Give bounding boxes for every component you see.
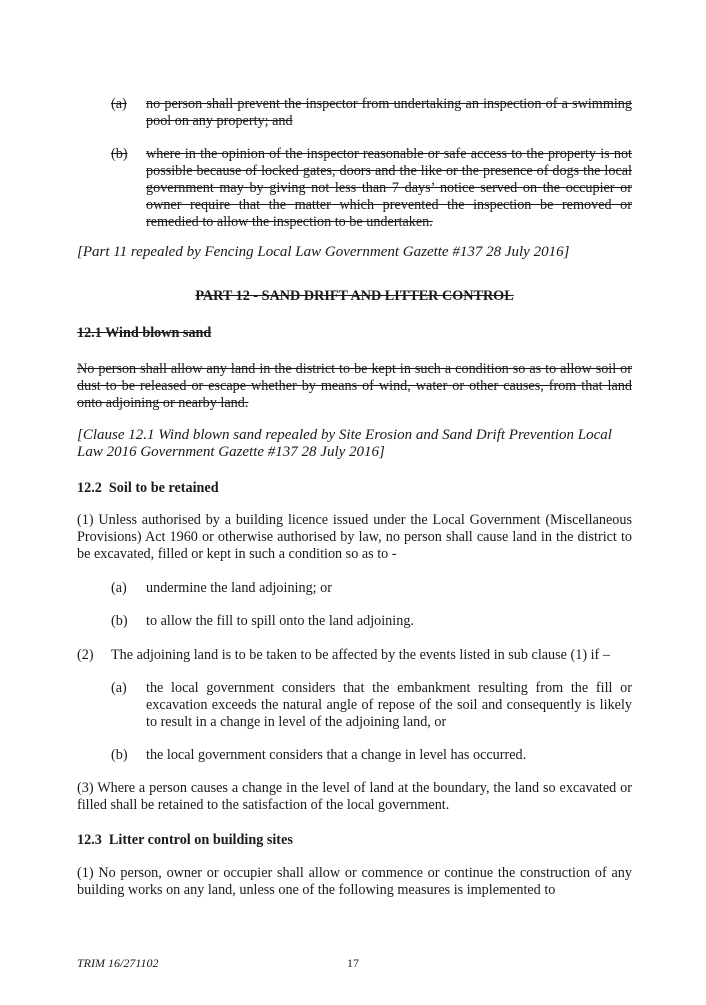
item-label: (2) <box>77 647 94 663</box>
clause-12-1-text: No person shall allow any land in the district to be kept in such a condition so as to allow soil or dust to be released or escape whether by means of wind, water or other causes, from that land onto adjoining or nearby land. <box>77 361 632 411</box>
item-label: (b) <box>111 747 128 763</box>
part11-item-b-text: where in the opinion of the inspector reasonable or safe access to the property is not possible because of locked gates, doors and the like or the presence of dogs the local government may by giving not less than 7 days’ notice served on the occupier or owner require that the matter which prevented the inspection be removed or remedied to allow the inspection to be undertaken. <box>146 146 632 230</box>
clause-12-3-heading: 12.3 Litter control on building sites <box>77 832 293 848</box>
part12-heading: PART 12 - SAND DRIFT AND LITTER CONTROL <box>195 288 514 304</box>
clause-12-2-p2: The adjoining land is to be taken to be affected by the events listed in sub clause (1) if – <box>111 647 610 663</box>
clause-12-2-p1-a: undermine the land adjoining; or <box>146 580 332 596</box>
clause-12-3-p1: (1) No person, owner or occupier shall allow or commence or continue the construction of any building works on any land, unless one of the following measures is implemented to <box>77 865 632 898</box>
clause-12-1-repeal-note: [Clause 12.1 Wind blown sand repealed by Site Erosion and Sand Drift Prevention Local Law 2016 Government Gazette #137 28 July 2016] <box>77 427 612 460</box>
clause-12-2-heading: 12.2 Soil to be retained <box>77 480 219 496</box>
page-number: 17 <box>347 956 359 970</box>
part11-repeal-note: [Part 11 repealed by Fencing Local Law Government Gazette #137 28 July 2016] <box>77 244 570 260</box>
clause-12-2-p1-b: to allow the fill to spill onto the land adjoining. <box>146 613 414 629</box>
item-label: (a) <box>111 680 127 696</box>
clause-12-2-p3: (3) Where a person causes a change in the level of land at the boundary, the land so excavated or filled shall be retained to the satisfaction of the local government. <box>77 780 632 813</box>
item-label: (b) <box>111 146 128 162</box>
clause-12-1-heading: 12.1 Wind blown sand <box>77 325 212 341</box>
clause-12-2-p1: (1) Unless authorised by a building licence issued under the Local Government (Miscellaneous Provisions) Act 1960 or otherwise authorised by law, no person shall cause land in the district to be excavated, filled or kept in such a condition so as to - <box>77 512 632 562</box>
item-label: (a) <box>111 580 127 596</box>
part11-item-a-text: no person shall prevent the inspector from undertaking an inspection of a swimming pool on any property; and <box>146 96 632 129</box>
footer-trim-ref: TRIM 16/271102 <box>77 956 159 970</box>
item-label: (b) <box>111 613 128 629</box>
clause-12-2-p2-b: the local government considers that a change in level has occurred. <box>146 747 527 763</box>
clause-12-2-p2-a: the local government considers that the embankment resulting from the fill or excavation exceeds the natural angle of repose of the soil and consequently is likely to result in a change in level of the adjoining land, or <box>146 680 632 730</box>
item-label: (a) <box>111 96 127 112</box>
